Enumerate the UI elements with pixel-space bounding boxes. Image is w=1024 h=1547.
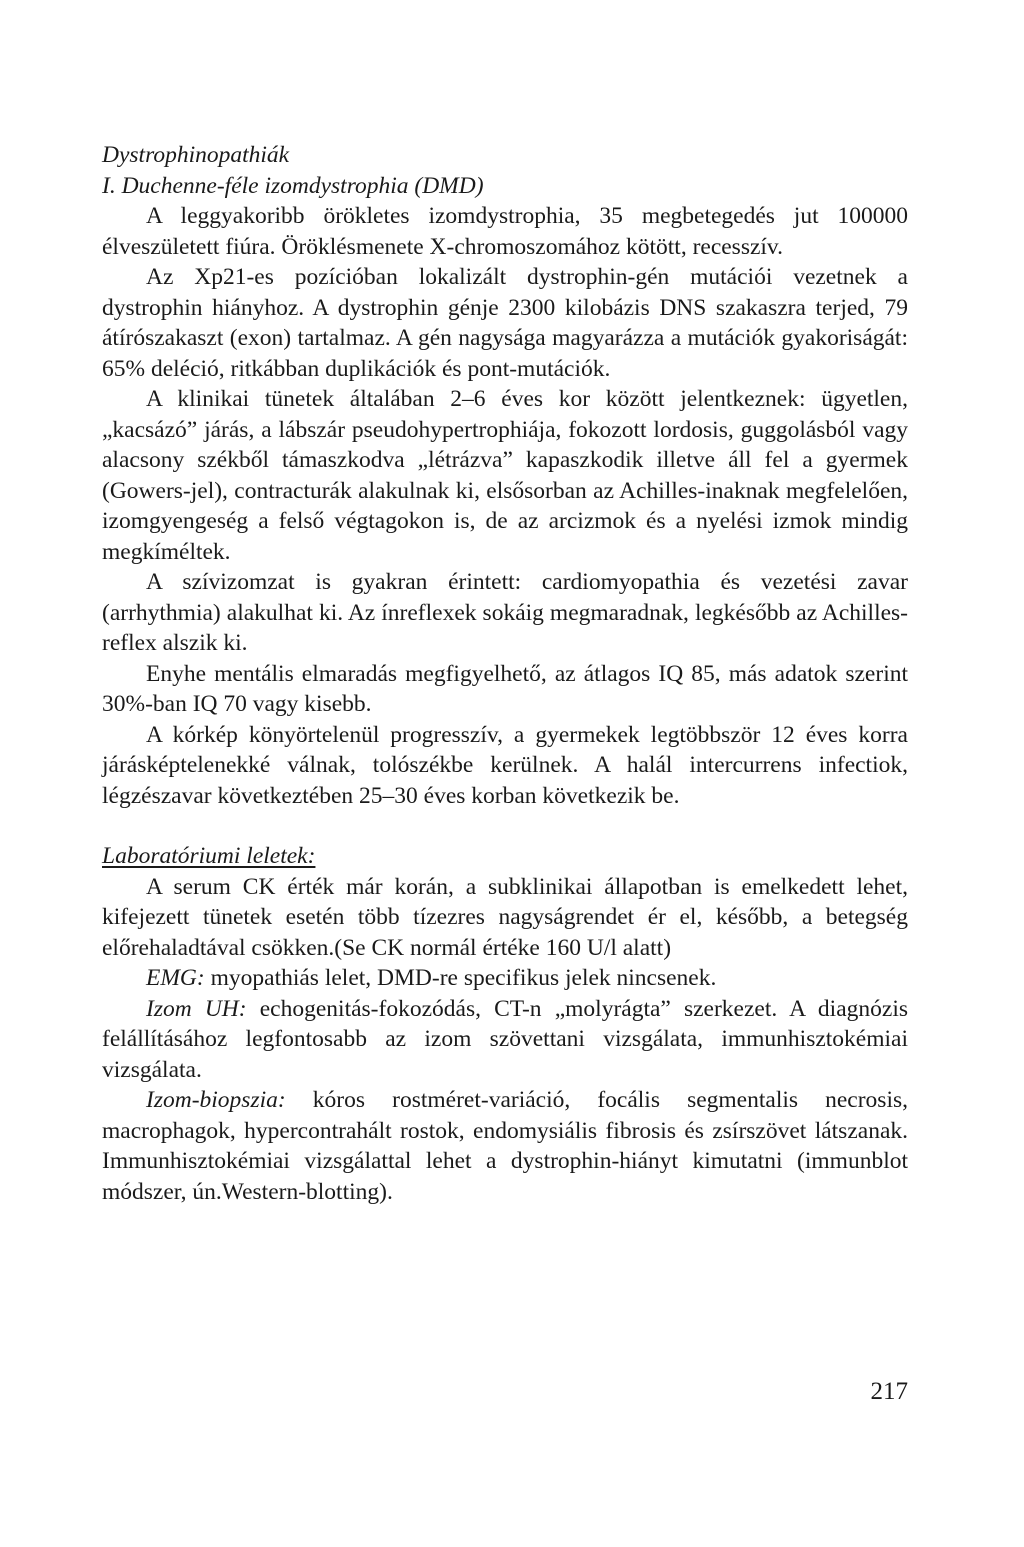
paragraph-clinical-symptoms: A klinikai tünetek általában 2–6 éves kor között jelentkeznek: ügyetlen, „kacsázó” járás, a lábszár pseudohypertrophiája, fokozott lordosis, guggolásból vagy alacsony székből támaszkodva „létrázva” kapaszkodik illetve áll fel a gyermek (Gowers-jel), contracturák alakulnak ki, elsősorban az Achilles-inaknak megfelelően, izomgyengeség a felső végtagokon is, de az arcizmok és a nyelési izmok mindig megkíméltek. (102, 386, 908, 565)
paragraph-genetics: Az Xp21-es pozícióban lokalizált dystrophin-gén mutációi vezetnek a dystrophin hiányhoz. A dystrophin génje 2300 kilobázis DNS szakaszra terjed, 79 átírószakaszt (exon) tartalmaz. A gén nagysága magyarázza a mutációk gyakoriságát: 65% deléció, ritkábban duplikációk és pont-mutációk. (102, 264, 908, 382)
section-subtitle: I. Duchenne-féle izomdystrophia (DMD) (102, 172, 484, 199)
section-spacer (102, 811, 908, 841)
lab-term-biopsy: Izom-biopszia: (146, 1087, 286, 1113)
lab-paragraph-ck: A serum CK érték már korán, a subklinikai állapotban is emelkedett lehet, kifejezett tünetek esetén több tízezres nagyságrendet ér el, később, a betegség előrehaladtával csökken.(Se CK normál értéke 160 U/l alatt) (102, 873, 908, 961)
paragraph-prognosis: A kórkép könyörtelenül progresszív, a gyermekek legtöbbször 12 éves korra járásképtelenekké válnak, tolószékbe kerülnek. A halál intercurrens infectiok, légzészavar következtében 25–30 éves korban következik be. (102, 721, 908, 809)
page-body (102, 140, 908, 1207)
lab-item-biopsy (102, 1085, 908, 1207)
paragraph-definition: A leggyakoribb örökletes izomdystrophia, 35 megbetegedés jut 100000 élveszületett fiúra. Öröklésmenete X-chromoszomához kötött, recesszív. (102, 203, 908, 260)
paragraph-mental: Enyhe mentális elmaradás megfigyelhető, az átlagos IQ 85, más adatok szerint 30%-ban IQ 70 vagy kisebb. (102, 660, 908, 717)
lab-term-ultrasound: Izom UH: (146, 995, 247, 1022)
lab-text-biopsy: kóros rostméret-variáció, focális segmentalis necrosis, macrophagok, hypercontrahált rostok, endomysiális fibrosis és zsírszövet látszanak. Immunhisztokémiai vizsgálattal lehet a dystrophin-hiányt kimutatni (immunblot módszer, ún.Western-blotting). (102, 1087, 908, 1205)
section-title: Dystrophinopathiák (102, 142, 290, 168)
lab-term-emg: EMG: (146, 965, 205, 991)
lab-text-emg: myopathiás lelet, DMD-re specifikus jelek nincsenek. (204, 965, 717, 991)
lab-item-emg (102, 963, 908, 994)
page-number: 217 (870, 1378, 908, 1405)
lab-text-ultrasound: echogenitás-fokozódás, CT-n „molyrágta” szerkezet. A diagnózis felállításához legfontosabb az izom szövettani vizsgálata, immunhisztokémiai vizsgálata. (102, 995, 908, 1083)
lab-findings-title: Laboratóriumi leletek: (102, 843, 316, 869)
lab-item-ultrasound (102, 994, 908, 1086)
paragraph-cardiac: A szívizomzat is gyakran érintett: cardiomyopathia és vezetési zavar (arrhythmia) alakulhat ki. Az ínreflexek sokáig megmaradnak, legkésőbb az Achilles-reflex alszik ki. (102, 569, 908, 656)
